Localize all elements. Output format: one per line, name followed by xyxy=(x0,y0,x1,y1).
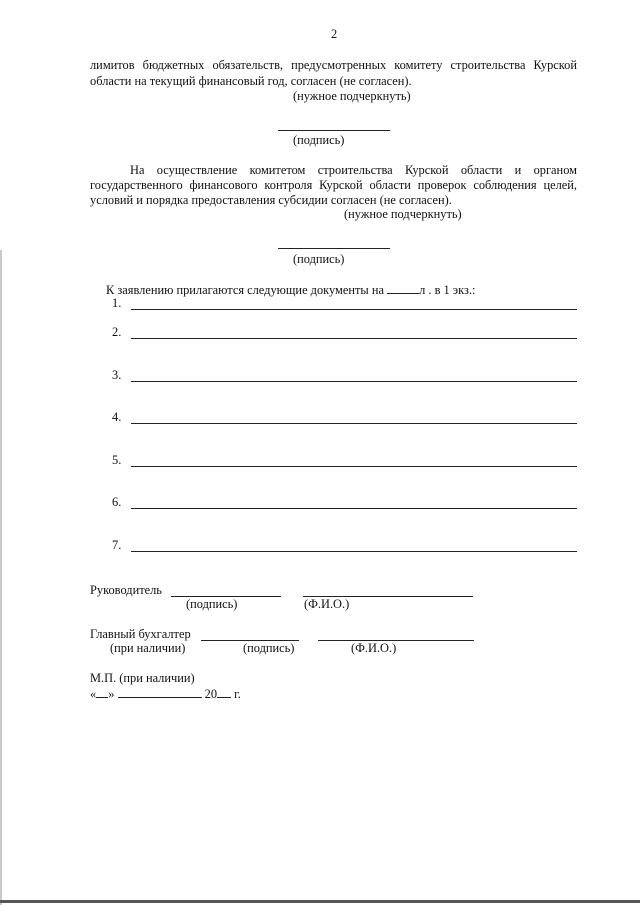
para1-line2: области на текущий финансовый год, согласен (не согласен). xyxy=(90,74,412,88)
attachment-number-7: 7. xyxy=(112,538,122,552)
attachment-line-5 xyxy=(131,466,577,467)
year-blank xyxy=(217,686,231,698)
attachment-number-4: 4. xyxy=(112,410,122,424)
month-blank xyxy=(118,686,202,698)
scan-bottom-edge xyxy=(0,900,640,903)
accountant-label: Главный бухгалтер xyxy=(90,627,191,641)
stamp-label: М.П. (при наличии) xyxy=(90,671,195,685)
attachment-number-3: 3. xyxy=(112,368,122,382)
year-suffix: г. xyxy=(234,687,241,701)
para1-note: (нужное подчеркнуть) xyxy=(293,89,411,103)
para2-line1: На осуществление комитетом строительства Курской области и органом xyxy=(130,163,577,177)
attachment-number-6: 6. xyxy=(112,495,122,509)
attachments-intro-text: К заявлению прилагаются следующие документы на xyxy=(106,283,384,297)
attachment-line-6 xyxy=(131,508,577,509)
head-label: Руководитель xyxy=(90,583,162,597)
para2-note: (нужное подчеркнуть) xyxy=(344,207,462,221)
year-prefix: 20 xyxy=(204,687,218,701)
para1-signature-label: (подпись) xyxy=(293,133,345,147)
page-number: 2 xyxy=(331,27,338,41)
attachment-number-1: 1. xyxy=(112,296,122,310)
para2-signature-line xyxy=(278,248,390,249)
date-line xyxy=(90,686,241,703)
accountant-if-any: (при наличии) xyxy=(110,641,186,655)
attachment-line-2 xyxy=(131,338,577,339)
para1-signature-line xyxy=(278,130,390,131)
para2-line2: государственного финансового контроля Курской области проверок соблюдения целей, xyxy=(90,178,577,192)
date-open-quote: « xyxy=(90,687,97,701)
attachments-intro xyxy=(106,282,475,299)
attachment-number-5: 5. xyxy=(112,453,122,467)
sheet-count-blank xyxy=(387,282,419,294)
date-close-quote: » xyxy=(108,687,115,701)
para2-line3: условий и порядка предоставления субсидии согласен (не согласен). xyxy=(90,193,452,207)
attachment-line-4 xyxy=(131,423,577,424)
attachment-line-3 xyxy=(131,381,577,382)
attachments-intro-suffix: л . в 1 экз.: xyxy=(419,283,476,297)
head-signature-label: (подпись) xyxy=(186,597,238,611)
para2-signature-label: (подпись) xyxy=(293,252,345,266)
attachment-number-2: 2. xyxy=(112,325,122,339)
day-blank xyxy=(96,686,108,698)
attachment-line-1 xyxy=(131,309,577,310)
attachment-line-7 xyxy=(131,551,577,552)
head-name-label: (Ф.И.О.) xyxy=(304,597,350,611)
accountant-name-label: (Ф.И.О.) xyxy=(351,641,397,655)
para1-line1: лимитов бюджетных обязательств, предусмотренных комитету строительства Курской xyxy=(90,58,577,72)
accountant-signature-label: (подпись) xyxy=(243,641,295,655)
scan-left-edge xyxy=(0,250,2,905)
